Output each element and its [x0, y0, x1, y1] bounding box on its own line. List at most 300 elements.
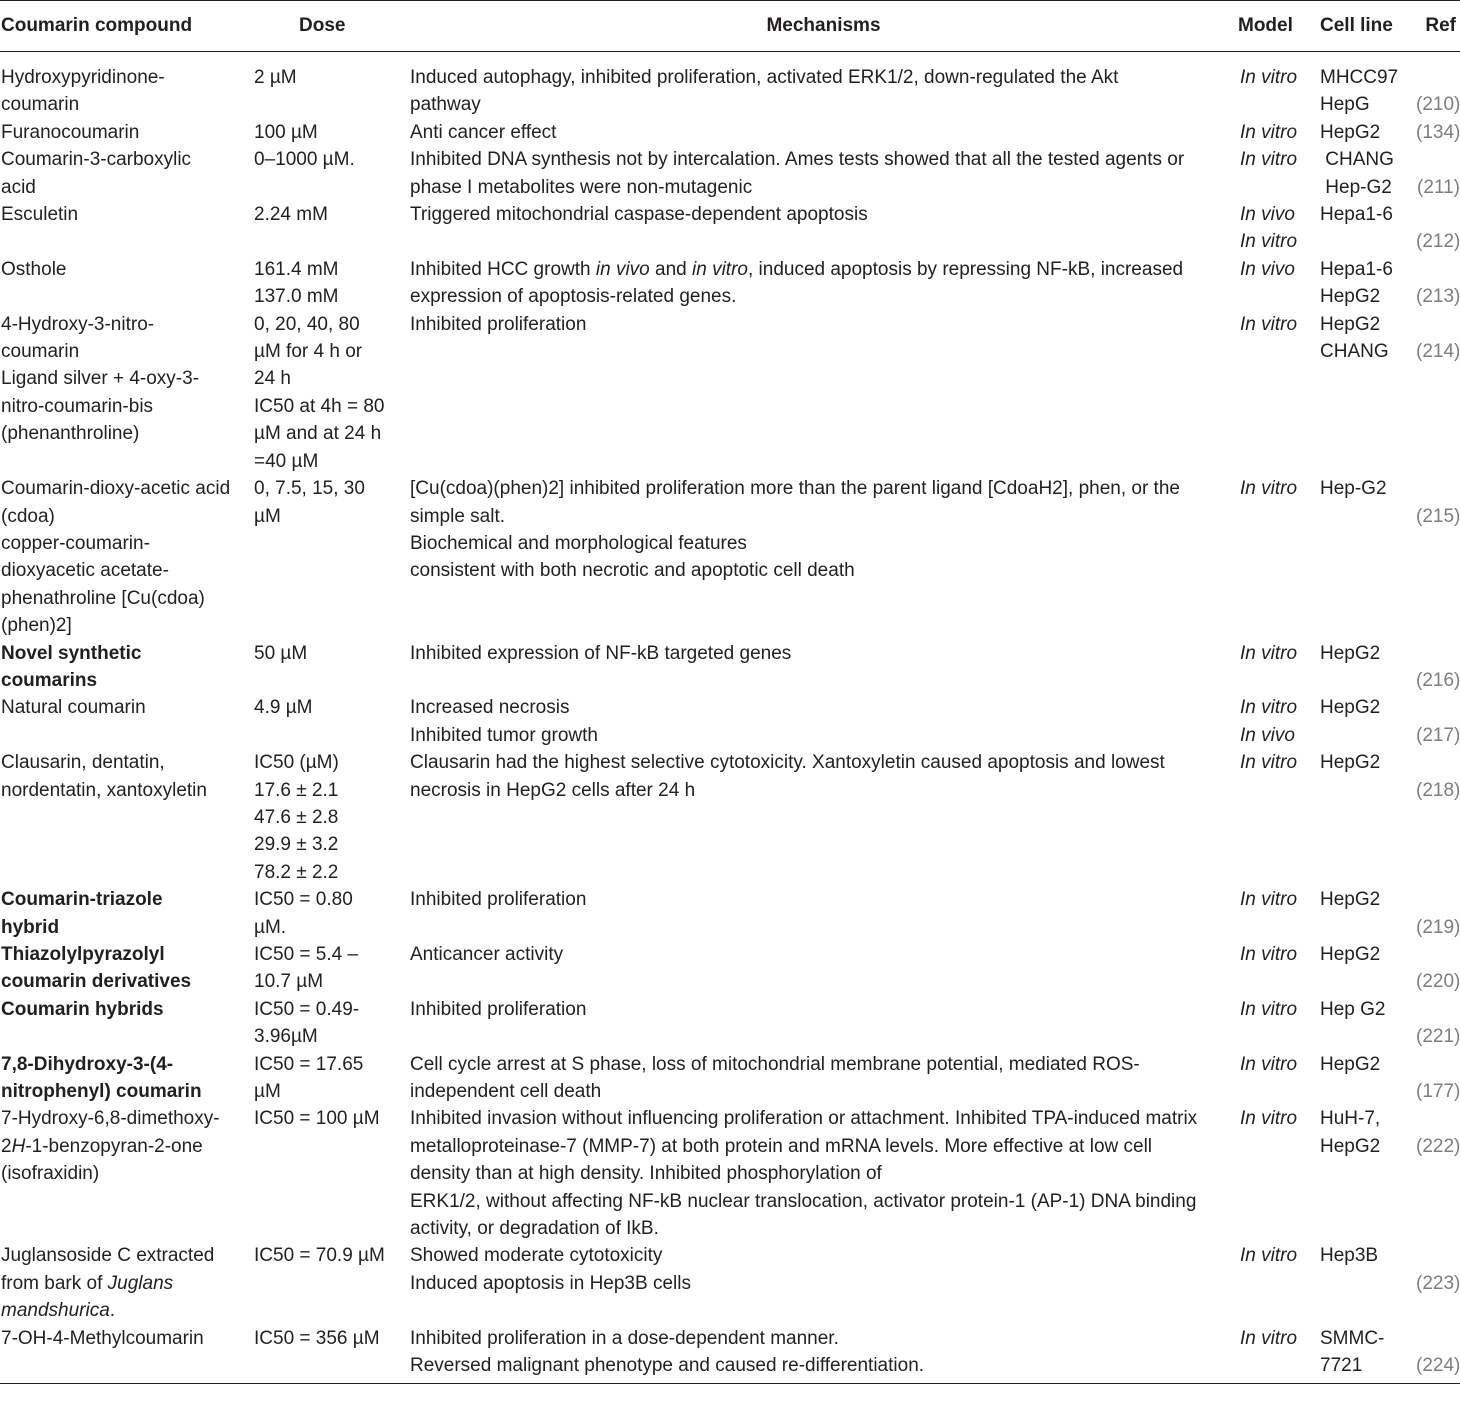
cell-line: HepG2 [1320, 1053, 1381, 1075]
model-line: In vitro [1240, 313, 1298, 335]
mechanism-italic: in vitro [692, 258, 748, 280]
compound-line: 7-Hydroxy-6,8-dimethoxy- [1, 1108, 220, 1130]
compound-cell [0, 1105, 254, 1242]
mechanism-line: Reversed malignant phenotype and caused re-differentiation. [410, 1355, 925, 1377]
ref-link: (210) [1416, 94, 1460, 116]
ref-link: (215) [1416, 505, 1460, 527]
ref-cell [1416, 1105, 1460, 1242]
mechanism-line: Cell cycle arrest at S phase, loss of mitochondrial membrane potential, mediated ROS- [410, 1053, 1140, 1075]
cell-line: Hep-G2 [1320, 176, 1392, 198]
dose-line: 0–1000 µM. [254, 149, 355, 171]
dose-line: IC50 = 356 µM [254, 1327, 380, 1349]
model-line: In vitro [1240, 1053, 1298, 1075]
cell-line: HepG2 [1320, 1135, 1381, 1157]
dose-line: µM [254, 505, 281, 527]
model-cell [1238, 749, 1316, 886]
cell-line-cell [1316, 749, 1416, 886]
cell-line: HepG2 [1320, 944, 1381, 965]
compound-cell [0, 694, 254, 749]
dose-cell [254, 201, 409, 256]
mechanism-line: Anti cancer effect [410, 121, 557, 143]
compound-line: Novel synthetic [1, 642, 142, 664]
compound-line: Coumarin-triazole [1, 889, 163, 911]
dose-cell [254, 256, 409, 311]
mechanism-line: Inhibited DNA synthesis not by intercalation. Ames tests showed that all the tested agents or [410, 149, 1185, 171]
mechanism-line: Anticancer activity [410, 944, 564, 965]
compound-line: Hydroxypyridinone- [1, 67, 165, 88]
mechanism-cell [409, 475, 1238, 639]
ref-cell [1416, 146, 1460, 201]
dose-cell [254, 749, 409, 886]
compound-line: Coumarin hybrids [1, 998, 164, 1020]
compound-line [1, 1297, 254, 1324]
model-line: In vitro [1240, 1327, 1298, 1349]
ref-link: (218) [1416, 779, 1460, 801]
compound-part: . [109, 1300, 116, 1322]
mechanism-line: Inhibited tumor growth [410, 724, 598, 746]
mechanism-line: Induced apoptosis in Hep3B cells [410, 1272, 691, 1294]
mechanism-line: Inhibited proliferation [410, 889, 587, 911]
ref-link: (224) [1416, 1355, 1460, 1377]
ref-link: (213) [1416, 286, 1460, 308]
mechanism-line: Inhibited invasion without influencing proliferation or attachment. Inhibited TPA-induced matrix [410, 1108, 1198, 1130]
model-cell [1238, 1051, 1316, 1106]
mechanism-line: Inhibited proliferation in a dose-dependent manner. [410, 1327, 839, 1349]
compound-line [1, 1133, 254, 1160]
compound-line: Thiazolylpyrazolyl [1, 944, 165, 965]
model-cell [1238, 886, 1316, 941]
cell-line-cell [1316, 1242, 1416, 1324]
table-body [0, 52, 1460, 1384]
compound-line: acid [1, 176, 36, 198]
compound-cell [0, 52, 254, 119]
compound-line: Esculetin [1, 204, 79, 226]
compound-line: hybrid [1, 916, 60, 938]
ref-cell [1416, 119, 1460, 146]
dose-line: 78.2 ± 2.2 [254, 861, 339, 883]
ref-cell [1416, 640, 1460, 695]
cell-line: HepG2 [1320, 697, 1381, 719]
model-line: In vitro [1240, 121, 1298, 143]
table-row [0, 1051, 1460, 1106]
compound-line: (phen)2] [1, 615, 72, 637]
mechanism-cell [409, 640, 1238, 695]
compound-cell [0, 640, 254, 695]
model-cell [1238, 311, 1316, 475]
compound-line: coumarin derivatives [1, 971, 192, 993]
dose-cell [254, 886, 409, 941]
compound-line: coumarins [1, 669, 98, 691]
mechanism-cell [409, 1105, 1238, 1242]
compound-line [1, 1270, 254, 1297]
ref-cell [1416, 201, 1460, 256]
mechanism-cell [409, 146, 1238, 201]
cell-line-cell [1316, 201, 1416, 256]
dose-cell [254, 694, 409, 749]
mechanism-line: Clausarin had the highest selective cytotoxicity. Xantoxyletin caused apoptosis and lowest [410, 752, 1165, 774]
compound-italic: mandshurica [1, 1300, 110, 1322]
compound-cell [0, 256, 254, 311]
cell-line: MHCC97 [1320, 67, 1399, 88]
mechanism-cell [409, 749, 1238, 886]
dose-line: 3.96µM [254, 1026, 318, 1048]
mechanism-line: density than at high density. Inhibited phosphorylation of [410, 1163, 882, 1185]
mechanism-cell [409, 694, 1238, 749]
table-row [0, 201, 1460, 256]
dose-line: IC50 = 70.9 µM [254, 1245, 385, 1267]
table-row [0, 52, 1460, 119]
model-line: In vitro [1240, 697, 1298, 719]
table-row [0, 941, 1460, 996]
cell-line: HepG2 [1320, 642, 1381, 664]
dose-line: µM [254, 1081, 281, 1103]
dose-cell [254, 941, 409, 996]
model-cell [1238, 146, 1316, 201]
mechanism-line: Increased necrosis [410, 697, 570, 719]
ref-link: (219) [1416, 916, 1460, 938]
table-row [0, 1242, 1460, 1324]
header-model: Model [1238, 1, 1316, 52]
compound-line: Clausarin, dentatin, [1, 752, 165, 774]
compound-line: copper-coumarin- [1, 532, 150, 554]
dose-line: 29.9 ± 3.2 [254, 834, 339, 856]
cell-line-cell [1316, 941, 1416, 996]
dose-cell [254, 1242, 409, 1324]
model-line: In vitro [1240, 149, 1298, 171]
ref-cell [1416, 1051, 1460, 1106]
compound-cell [0, 146, 254, 201]
mechanism-line: Biochemical and morphological features [410, 532, 747, 554]
header-compound: Coumarin compound [0, 1, 254, 52]
model-line: In vitro [1240, 642, 1298, 664]
table-header [0, 1, 1460, 52]
mechanism-line: [Cu(cdoa)(phen)2] inhibited proliferation more than the parent ligand [CdoaH2], phen, or the [410, 478, 1180, 500]
dose-line: µM for 4 h or [254, 341, 363, 363]
model-cell [1238, 1242, 1316, 1324]
compound-line: Juglansoside C extracted [1, 1245, 215, 1267]
mechanism-line: Induced autophagy, inhibited proliferation, activated ERK1/2, down-regulated the Akt [410, 67, 1119, 88]
model-line: In vitro [1240, 889, 1298, 911]
compound-cell [0, 475, 254, 639]
ref-cell [1416, 996, 1460, 1051]
compound-line: Ligand silver + 4-oxy-3- [1, 368, 200, 390]
cell-line-cell [1316, 256, 1416, 311]
dose-line: 137.0 mM [254, 286, 339, 308]
compound-part: 2 [1, 1135, 12, 1157]
mechanism-cell [409, 52, 1238, 119]
dose-cell [254, 311, 409, 475]
dose-cell [254, 475, 409, 639]
cell-line: HepG2 [1320, 121, 1381, 143]
compound-part: -1-benzopyran-2-one [25, 1135, 203, 1157]
mechanism-cell [409, 119, 1238, 146]
cell-line: HuH-7, [1320, 1108, 1381, 1130]
compound-cell [0, 119, 254, 146]
cell-line: 7721 [1320, 1355, 1363, 1377]
mechanism-line: ERK1/2, without affecting NF-kB nuclear translocation, activator protein-1 (AP-1) DNA binding [410, 1190, 1197, 1212]
table-row [0, 256, 1460, 311]
compound-italic: Juglans [107, 1272, 174, 1294]
cell-line: CHANG [1320, 341, 1389, 363]
dose-line: µM and at 24 h [254, 423, 382, 445]
ref-link: (221) [1416, 1026, 1460, 1048]
dose-line: 10.7 µM [254, 971, 324, 993]
dose-line: IC50 = 100 µM [254, 1108, 380, 1130]
compound-line: nitro-coumarin-bis [1, 395, 154, 417]
header-cell-line: Cell line [1316, 1, 1416, 52]
model-cell [1238, 475, 1316, 639]
header-row [0, 1, 1460, 52]
ref-link: (222) [1416, 1135, 1460, 1157]
cell-line-cell [1316, 886, 1416, 941]
dose-cell [254, 1105, 409, 1242]
mechanism-cell [409, 941, 1238, 996]
compound-cell [0, 1051, 254, 1106]
model-cell [1238, 201, 1316, 256]
compound-cell [0, 311, 254, 475]
mechanism-line: Inhibited expression of NF-kB targeted genes [410, 642, 792, 664]
cell-line-cell [1316, 311, 1416, 475]
table-row [0, 146, 1460, 201]
dose-line: 161.4 mM [254, 258, 339, 280]
model-cell [1238, 52, 1316, 119]
ref-cell [1416, 256, 1460, 311]
compound-line: dioxyacetic acetate- [1, 560, 169, 582]
mechanism-part: and [649, 258, 692, 280]
cell-line: HepG [1320, 94, 1370, 116]
cell-line-cell [1316, 996, 1416, 1051]
ref-cell [1416, 1242, 1460, 1324]
table-row [0, 119, 1460, 146]
ref-cell [1416, 1325, 1460, 1383]
compound-part: from bark of [1, 1272, 108, 1294]
compound-line: nitrophenyl) coumarin [1, 1081, 202, 1103]
cell-line: SMMC- [1320, 1327, 1385, 1349]
model-line: In vitro [1240, 998, 1298, 1020]
table-row [0, 996, 1460, 1051]
compound-line: coumarin [1, 94, 80, 116]
dose-line: 17.6 ± 2.1 [254, 779, 339, 801]
mechanism-italic: in vivo [595, 258, 650, 280]
dose-line: =40 µM [254, 450, 319, 472]
model-line: In vitro [1240, 478, 1298, 500]
dose-cell [254, 52, 409, 119]
compound-line: phenathroline [Cu(cdoa) [1, 587, 205, 609]
cell-line: HepG2 [1320, 286, 1381, 308]
mechanism-line: phase I metabolites were non-mutagenic [410, 176, 753, 198]
compound-line: Furanocoumarin [1, 121, 140, 143]
compound-line: (phenanthroline) [1, 423, 140, 445]
model-cell [1238, 1105, 1316, 1242]
compound-line: coumarin [1, 341, 80, 363]
dose-cell [254, 1051, 409, 1106]
model-line: In vitro [1240, 1245, 1298, 1267]
compound-line: 7-OH-4-Methylcoumarin [1, 1327, 204, 1349]
dose-line: IC50 = 0.80 [254, 889, 353, 911]
dose-line: 0, 20, 40, 80 [254, 313, 360, 335]
ref-cell [1416, 941, 1460, 996]
ref-cell [1416, 311, 1460, 475]
mechanism-cell [409, 201, 1238, 256]
compound-line: (cdoa) [1, 505, 55, 527]
dose-line: 2.24 mM [254, 204, 328, 226]
header-mechanisms: Mechanisms [409, 1, 1238, 52]
cell-line: CHANG [1320, 149, 1394, 171]
ref-cell [1416, 52, 1460, 119]
cell-line-cell [1316, 52, 1416, 119]
cell-line: Hep3B [1320, 1245, 1379, 1267]
mechanism-line: pathway [410, 94, 481, 116]
dose-cell [254, 1325, 409, 1383]
cell-line-cell [1316, 146, 1416, 201]
cell-line: Hep G2 [1320, 998, 1386, 1020]
compound-line: 7,8-Dihydroxy-3-(4- [1, 1053, 174, 1075]
cell-line-cell [1316, 640, 1416, 695]
ref-link: (214) [1416, 341, 1460, 363]
table-row [0, 640, 1460, 695]
compound-cell [0, 1242, 254, 1324]
table-row [0, 311, 1460, 475]
compound-line: (isofraxidin) [1, 1163, 100, 1185]
cell-line-cell [1316, 1051, 1416, 1106]
compound-cell [0, 201, 254, 256]
mechanism-line: Triggered mitochondrial caspase-dependent apoptosis [410, 204, 868, 226]
model-cell [1238, 941, 1316, 996]
mechanism-line: Inhibited proliferation [410, 313, 587, 335]
mechanism-part: Inhibited HCC growth [410, 258, 596, 280]
dose-line: IC50 = 17.65 [254, 1053, 364, 1075]
mechanism-line: independent cell death [410, 1081, 602, 1103]
ref-cell [1416, 694, 1460, 749]
dose-line: 4.9 µM [254, 697, 313, 719]
table-row [0, 1105, 1460, 1242]
cell-line-cell [1316, 475, 1416, 639]
compound-line: Coumarin-dioxy-acetic acid [1, 478, 231, 500]
dose-line: IC50 at 4h = 80 [254, 395, 385, 417]
mechanism-cell [409, 1051, 1238, 1106]
mechanism-cell [409, 996, 1238, 1051]
cell-line-cell [1316, 1325, 1416, 1383]
cell-line: HepG2 [1320, 752, 1381, 774]
table-row [0, 1325, 1460, 1383]
dose-line: IC50 = 0.49- [254, 998, 360, 1020]
ref-cell [1416, 886, 1460, 941]
cell-line: HepG2 [1320, 313, 1381, 335]
model-line: In vitro [1240, 67, 1298, 88]
model-line: In vivo [1240, 258, 1295, 280]
mechanism-line: simple salt. [410, 505, 506, 527]
model-line: In vitro [1240, 944, 1298, 965]
model-cell [1238, 119, 1316, 146]
compound-cell [0, 1325, 254, 1383]
cell-line: Hepa1-6 [1320, 204, 1393, 226]
dose-line: IC50 (µM) [254, 752, 339, 774]
model-line: In vitro [1240, 1108, 1298, 1130]
dose-line: 47.6 ± 2.8 [254, 806, 339, 828]
dose-cell [254, 996, 409, 1051]
model-cell [1238, 996, 1316, 1051]
model-line: In vitro [1240, 231, 1298, 253]
compound-cell [0, 941, 254, 996]
mechanism-cell [409, 886, 1238, 941]
table-row [0, 749, 1460, 886]
dose-line: IC50 = 5.4 – [254, 944, 359, 965]
dose-cell [254, 640, 409, 695]
dose-line: 0, 7.5, 15, 30 [254, 478, 365, 500]
ref-link: (220) [1416, 971, 1460, 993]
mechanism-cell [409, 1242, 1238, 1324]
cell-line: Hepa1-6 [1320, 258, 1393, 280]
mechanism-line: activity, or degradation of IkB. [410, 1218, 659, 1240]
mechanism-line [410, 256, 1238, 283]
compound-cell [0, 886, 254, 941]
mechanism-line: Showed moderate cytotoxicity [410, 1245, 663, 1267]
model-cell [1238, 1325, 1316, 1383]
compound-italic: H [11, 1135, 26, 1157]
compound-line: Natural coumarin [1, 697, 146, 719]
model-line: In vivo [1240, 724, 1295, 746]
table-row [0, 475, 1460, 639]
ref-cell [1416, 749, 1460, 886]
ref-link: (217) [1416, 724, 1460, 746]
compound-line: 4-Hydroxy-3-nitro- [1, 313, 155, 335]
model-line: In vivo [1240, 204, 1295, 226]
table-row [0, 886, 1460, 941]
cell-line: Hep-G2 [1320, 478, 1387, 500]
dose-line: 24 h [254, 368, 291, 390]
dose-line: µM. [254, 916, 287, 938]
cell-line-cell [1316, 1105, 1416, 1242]
dose-cell [254, 146, 409, 201]
header-ref: Ref [1416, 1, 1460, 52]
dose-line: 50 µM [254, 642, 308, 664]
mechanism-cell [409, 1325, 1238, 1383]
mechanism-line: expression of apoptosis-related genes. [410, 286, 737, 308]
ref-cell [1416, 475, 1460, 639]
cell-line: HepG2 [1320, 889, 1381, 911]
compound-line: Coumarin-3-carboxylic [1, 149, 192, 171]
ref-link: (134) [1416, 121, 1460, 143]
compound-line: nordentatin, xantoxyletin [1, 779, 207, 801]
compound-cell [0, 996, 254, 1051]
model-cell [1238, 694, 1316, 749]
mechanism-line: metalloproteinase-7 (MMP-7) at both protein and mRNA levels. More effective at low cell [410, 1135, 1153, 1157]
ref-link: (177) [1416, 1081, 1460, 1103]
ref-link: (216) [1416, 669, 1460, 691]
mechanism-cell [409, 311, 1238, 475]
compound-cell [0, 749, 254, 886]
header-dose: Dose [254, 1, 409, 52]
mechanism-line: necrosis in HepG2 cells after 24 h [410, 779, 696, 801]
model-cell [1238, 640, 1316, 695]
cell-line-cell [1316, 694, 1416, 749]
model-cell [1238, 256, 1316, 311]
compound-line: Osthole [1, 258, 67, 280]
model-line: In vitro [1240, 752, 1298, 774]
dose-line: 2 µM [254, 67, 297, 88]
table-row [0, 694, 1460, 749]
mechanism-line: Inhibited proliferation [410, 998, 587, 1020]
mechanism-cell [409, 256, 1238, 311]
ref-link: (212) [1416, 231, 1460, 253]
ref-link: (211) [1417, 176, 1460, 198]
cell-line-cell [1316, 119, 1416, 146]
mechanism-part: , induced apoptosis by repressing NF-kB, increased [747, 258, 1184, 280]
mechanism-line: consistent with both necrotic and apoptotic cell death [410, 560, 855, 582]
dose-line: 100 µM [254, 121, 318, 143]
dose-cell [254, 119, 409, 146]
ref-link: (223) [1416, 1272, 1460, 1294]
